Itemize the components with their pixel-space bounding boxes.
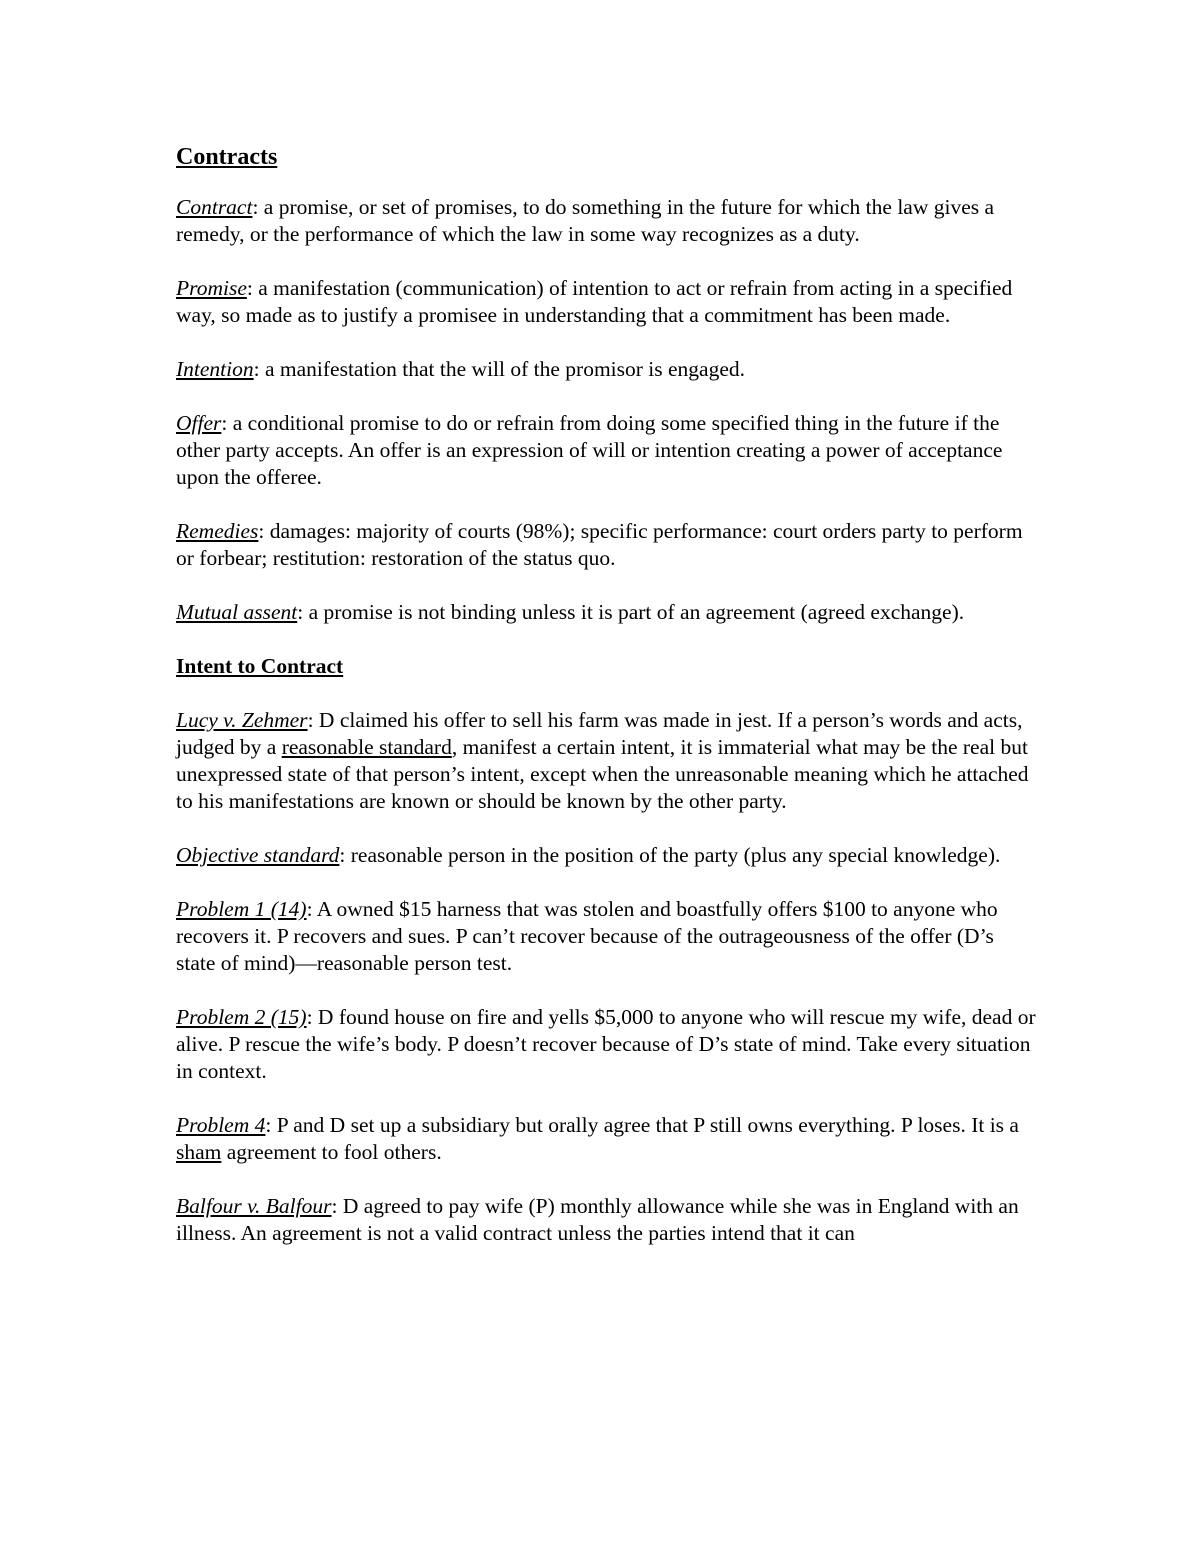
case-name: Balfour v. Balfour bbox=[176, 1194, 332, 1218]
problem-text: : A owned $15 harness that was stolen and boastfully offers $100 to anyone who recovers it. P recovers and sues. P can’t recover because of the outrageousness of the offer (D’s state of mind)—reasonable person test. bbox=[176, 897, 998, 975]
problem-label: Problem 1 (14) bbox=[176, 897, 307, 921]
definition-text: : a promise is not binding unless it is part of an agreement (agreed exchange). bbox=[297, 600, 965, 624]
definition-text: : reasonable person in the position of the party (plus any special knowledge). bbox=[339, 843, 1001, 867]
definition-remedies bbox=[176, 518, 1036, 572]
problem-4 bbox=[176, 1112, 1036, 1166]
case-name: Lucy v. Zehmer bbox=[176, 708, 308, 732]
definition-contract bbox=[176, 194, 1036, 248]
problem-1 bbox=[176, 896, 1036, 977]
problem-text: : D found house on fire and yells $5,000 to anyone who will rescue my wife, dead or alive. P rescue the wife’s body. P doesn’t recover because of D’s state of mind. Take every situation in context. bbox=[176, 1005, 1036, 1083]
document-page bbox=[176, 140, 1036, 1274]
problem-2 bbox=[176, 1004, 1036, 1085]
definition-term: Objective standard bbox=[176, 843, 340, 867]
case-text: , manifest a certain intent, it is immaterial what may be the real but unexpressed state of that person’s intent, except when the unreasonable meaning which he attached to his manifestations are known or should be known by the other party. bbox=[176, 735, 1029, 813]
definition-term: Mutual assent bbox=[176, 600, 298, 624]
definition-text: : a conditional promise to do or refrain from doing some specified thing in the future if the other party accepts. An offer is an expression of will or intention creating a power of acceptance upon the offeree. bbox=[176, 411, 1003, 489]
underlined-phrase: sham bbox=[176, 1140, 222, 1164]
problem-label: Problem 2 (15) bbox=[176, 1005, 307, 1029]
underlined-phrase: reasonable standard bbox=[281, 735, 452, 759]
definition-term: Contract bbox=[176, 195, 253, 219]
section-heading: Intent to Contract bbox=[176, 654, 344, 678]
problem-text: : P and D set up a subsidiary but orally agree that P still owns everything. P loses. It is a bbox=[265, 1113, 1019, 1137]
definition-intention bbox=[176, 356, 1036, 383]
case-text: : D claimed his offer to sell his farm was made in jest. If a person’s words and acts, judged by a bbox=[176, 708, 1023, 759]
document-title: Contracts bbox=[176, 144, 278, 170]
case-lucy-v-zehmer bbox=[176, 707, 1036, 815]
case-balfour-v-balfour bbox=[176, 1193, 1036, 1247]
case-text: : D agreed to pay wife (P) monthly allowance while she was in England with an illness. An agreement is not a valid contract unless the parties intend that it can bbox=[176, 1194, 1019, 1245]
definition-text: : a manifestation that the will of the promisor is engaged. bbox=[253, 357, 746, 381]
definition-objective-standard bbox=[176, 842, 1036, 869]
definition-term: Remedies bbox=[176, 519, 259, 543]
problem-label: Problem 4 bbox=[176, 1113, 266, 1137]
problem-text: agreement to fool others. bbox=[221, 1140, 442, 1164]
definition-promise bbox=[176, 275, 1036, 329]
definition-text: : a promise, or set of promises, to do something in the future for which the law gives a remedy, or the performance of which the law in some way recognizes as a duty. bbox=[176, 195, 995, 246]
definition-text: : damages: majority of courts (98%); specific performance: court orders party to perform or forbear; restitution: restoration of the status quo. bbox=[176, 519, 1023, 570]
definition-term: Intention bbox=[176, 357, 254, 381]
definition-term: Promise bbox=[176, 276, 247, 300]
definition-offer bbox=[176, 410, 1036, 491]
definition-mutual-assent bbox=[176, 599, 1036, 626]
definition-term: Offer bbox=[176, 411, 222, 435]
definition-text: : a manifestation (communication) of intention to act or refrain from acting in a specified way, so made as to justify a promisee in understanding that a commitment has been made. bbox=[176, 276, 1013, 327]
